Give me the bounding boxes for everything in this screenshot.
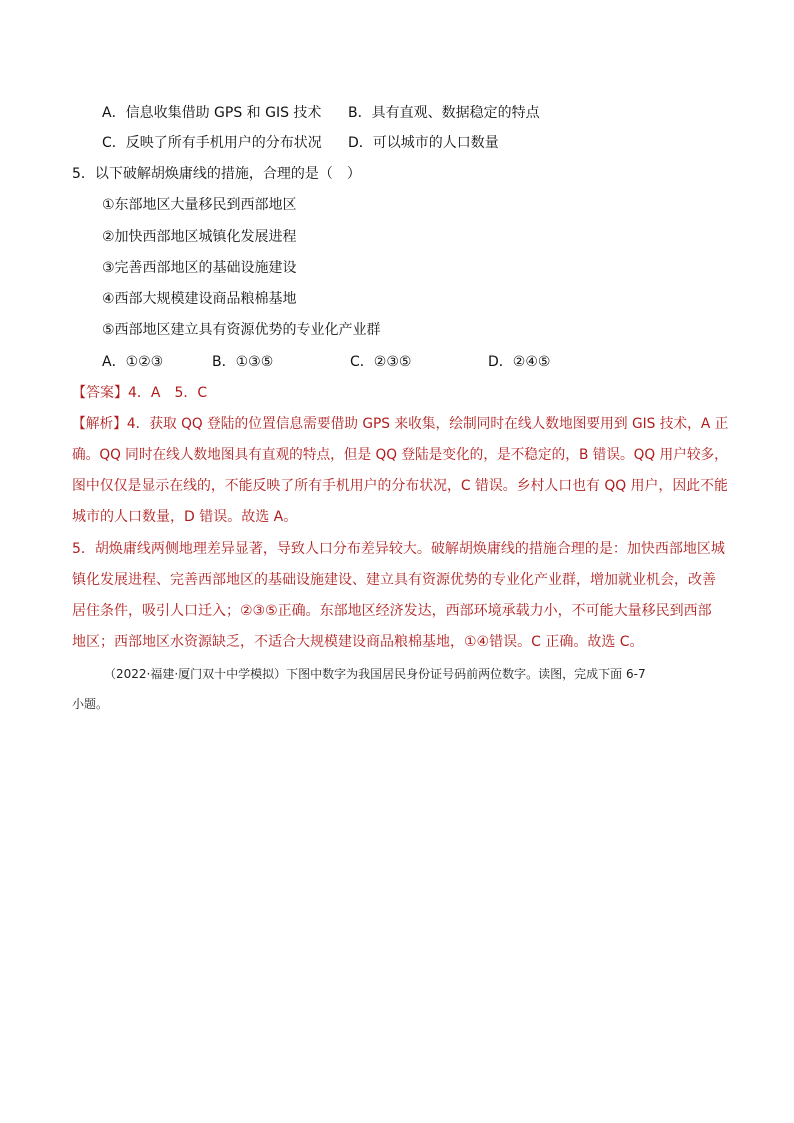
answer-text: 4．A 5．C	[128, 385, 208, 401]
q5-option-d: D．②④⑤	[488, 354, 551, 370]
q5-stem: 5．以下破解胡焕庸线的措施，合理的是（ ）	[72, 166, 361, 182]
q5-item-5: ⑤西部地区建立具有资源优势的专业化产业群	[102, 322, 381, 338]
answer-label: 【答案】	[72, 385, 128, 401]
q5-option-b: B．①③⑤	[212, 354, 274, 370]
analysis-label: 【解析】	[72, 416, 127, 432]
q5-item-4: ④西部大规模建设商品粮棉基地	[102, 291, 297, 307]
analysis-q4-text-4: 城市的人口数量，D 错误。故选 A。	[72, 509, 298, 525]
q4-option-a: A．信息收集借助 GPS 和 GIS 技术	[102, 105, 322, 121]
analysis-line-1	[72, 414, 728, 434]
analysis-q4-text-1: 4．获取 QQ 登陆的位置信息需要借助 GPS 来收集，绘制同时在线人数地图要用到 GIS 技术，A 正	[126, 416, 729, 432]
analysis-q5-text-3: 居住条件，吸引人口迁入；②③⑤正确。东部地区经济发达，西部环境承载力小，不可能大量移民到西部	[72, 603, 712, 619]
analysis-q5-text-1: 5．胡焕庸线两侧地理差异显著，导致人口分布差异较大。破解胡焕庸线的措施合理的是：加快西部地区城	[72, 541, 725, 557]
analysis-q4-text-3: 图中仅仅是显示在线的，不能反映了所有手机用户的分布状况，C 错误。乡村人口也有 QQ 用户，因此不能	[72, 478, 728, 494]
analysis-q5-text-2: 镇化发展进程、完善西部地区的基础设施建设、建立具有资源优势的专业化产业群，增加就业机会，改善	[72, 572, 716, 588]
analysis-q4-text-2: 确。QQ 同时在线人数地图具有直观的特点，但是 QQ 登陆是变化的，是不稳定的，B 错误。QQ 用户较多，	[72, 447, 728, 463]
q5-item-2: ②加快西部地区城镇化发展进程	[102, 229, 297, 245]
next-intro-line-1: （2022·福建·厦门双十中学模拟）下图中数字为我国居民身份证号码前两位数字。读图，完成下面 6-7	[104, 667, 646, 681]
q4-option-d: D．可以城市的人口数量	[348, 135, 499, 151]
q5-option-a: A．①②③	[102, 354, 164, 370]
q5-item-1: ①东部地区大量移民到西部地区	[102, 197, 297, 213]
q5-item-3: ③完善西部地区的基础设施建设	[102, 260, 297, 276]
answer-line	[72, 383, 207, 403]
q4-option-c: C．反映了所有手机用户的分布状况	[102, 135, 322, 151]
analysis-q5-text-4: 地区；西部地区水资源缺乏，不适合大规模建设商品粮棉基地，①④错误。C 正确。故选 C。	[72, 634, 644, 650]
q5-option-c: C．②③⑤	[350, 354, 412, 370]
q4-option-b: B．具有直观、数据稳定的特点	[348, 105, 540, 121]
next-intro-line-2: 小题。	[72, 697, 109, 711]
